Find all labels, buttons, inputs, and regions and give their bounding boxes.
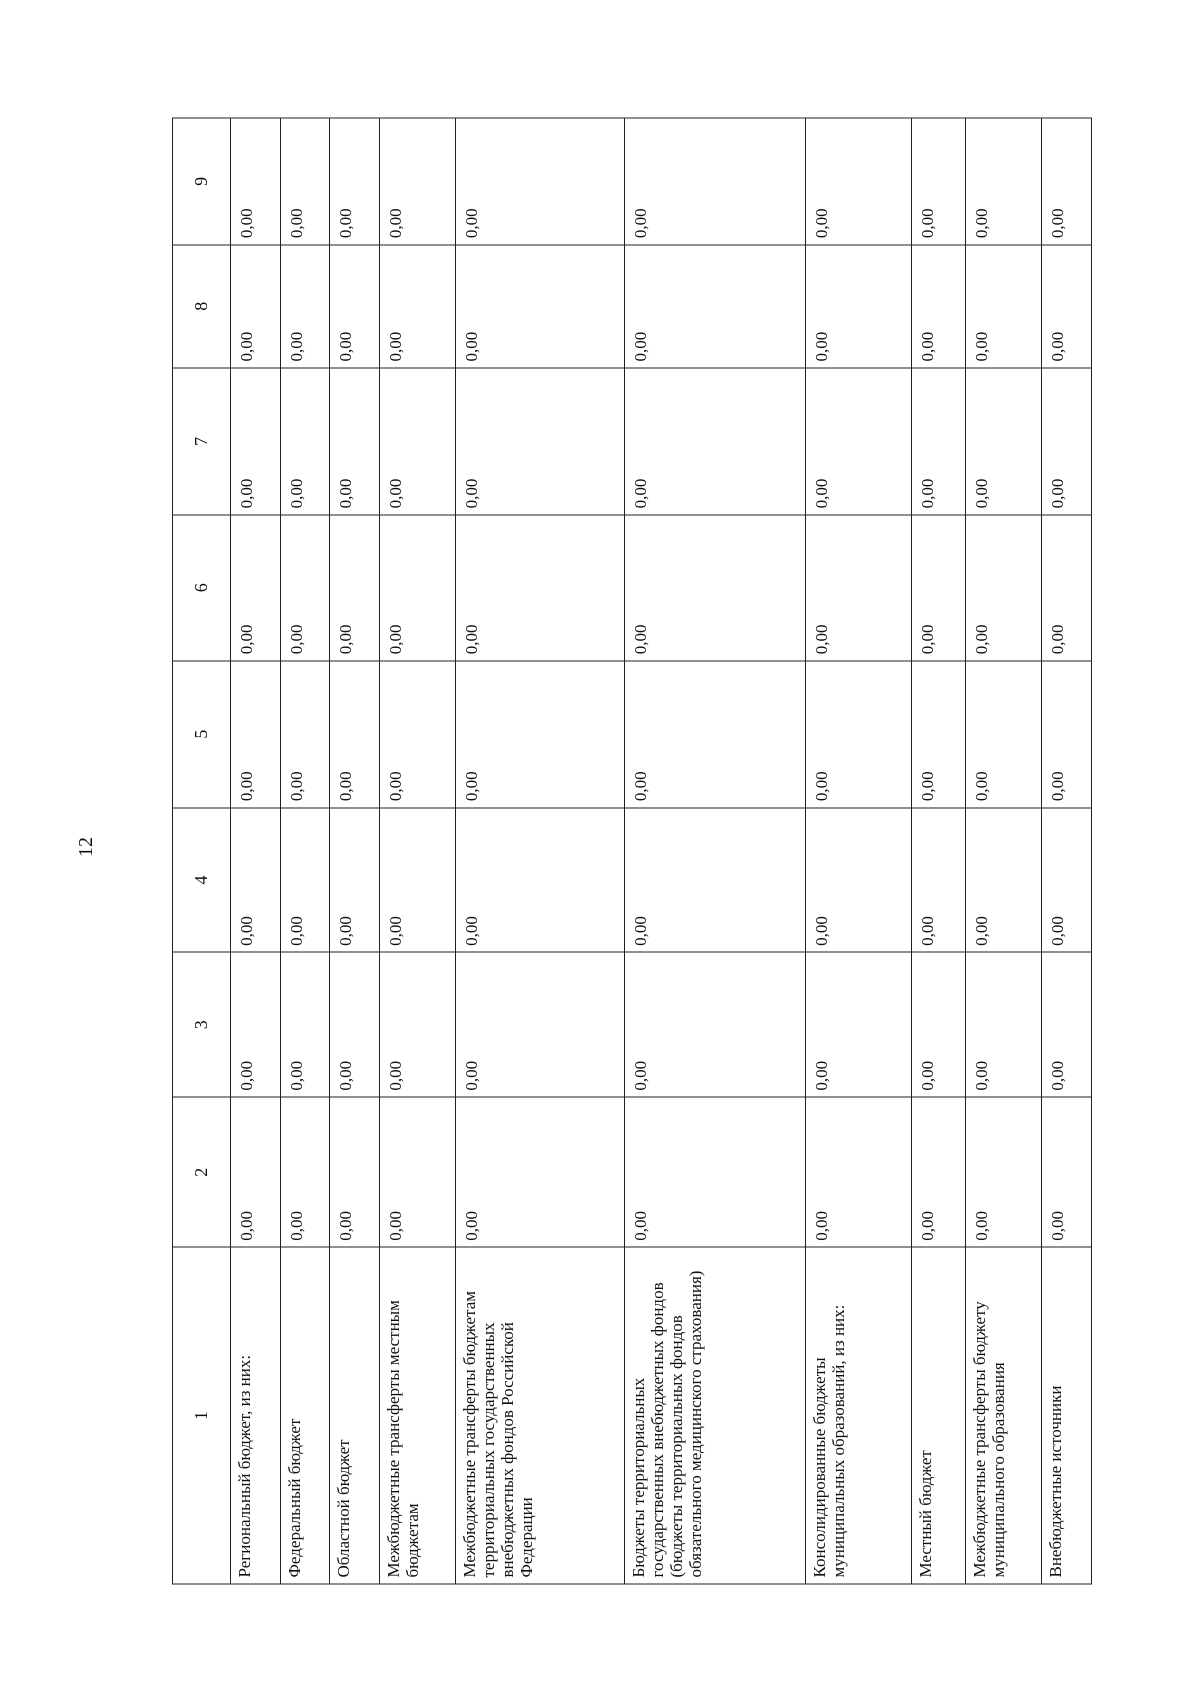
table-cell: 0,00 [965,244,1042,367]
table-cell: 0,00 [965,1097,1042,1247]
table-cell: 0,00 [1042,118,1092,245]
table-cell: 0,00 [379,1097,456,1247]
table-cell: 0,00 [965,660,1042,807]
row-label: Консолидированные бюджеты муниципальных образований, из них: [805,1247,911,1584]
row-label: Местный бюджет [911,1247,965,1584]
table-cell: 0,00 [231,1097,281,1247]
table-cell: 0,00 [231,514,281,660]
table-cell: 0,00 [625,118,805,245]
table-cell: 0,00 [1042,1097,1092,1247]
table-cell: 0,00 [280,1097,330,1247]
column-header: 2 [173,1097,231,1247]
table-cell: 0,00 [280,660,330,807]
row-label: Федеральный бюджет [280,1247,330,1584]
table-row [1042,118,1092,1584]
table-cell: 0,00 [805,367,911,514]
column-header: 9 [173,118,231,245]
table-cell: 0,00 [280,952,330,1097]
page-number: 12 [75,837,97,857]
table-cell: 0,00 [280,807,330,952]
table-cell: 0,00 [965,367,1042,514]
table-cell: 0,00 [625,367,805,514]
table-cell: 0,00 [379,367,456,514]
table-cell: 0,00 [330,118,380,245]
table-cell: 0,00 [280,118,330,245]
table-cell: 0,00 [911,952,965,1097]
table-cell: 0,00 [379,514,456,660]
row-label: Внебюджетные источники [1042,1247,1092,1584]
table-cell: 0,00 [625,660,805,807]
column-header: 1 [173,1247,231,1584]
table-cell: 0,00 [330,1097,380,1247]
header-row [173,118,231,1584]
table-cell: 0,00 [625,807,805,952]
table-row [805,118,911,1584]
table-cell: 0,00 [379,952,456,1097]
table-cell: 0,00 [965,118,1042,245]
table-row [911,118,965,1584]
table-cell: 0,00 [1042,514,1092,660]
table-cell: 0,00 [231,807,281,952]
column-header: 4 [173,807,231,952]
table-cell: 0,00 [1042,660,1092,807]
table-cell: 0,00 [1042,367,1092,514]
table-cell: 0,00 [379,807,456,952]
table-row [379,118,456,1584]
row-label: Региональный бюджет, из них: [231,1247,281,1584]
column-header: 7 [173,367,231,514]
column-header: 8 [173,244,231,367]
table-row [330,118,380,1584]
column-header: 6 [173,514,231,660]
table-cell: 0,00 [330,660,380,807]
table-body [231,118,1092,1584]
table-cell: 0,00 [805,660,911,807]
budget-table [172,117,1092,1584]
table-cell: 0,00 [1042,952,1092,1097]
table-cell: 0,00 [625,514,805,660]
table-row [625,118,805,1584]
table-cell: 0,00 [625,952,805,1097]
table-cell: 0,00 [231,952,281,1097]
table-cell: 0,00 [280,367,330,514]
table-cell: 0,00 [330,244,380,367]
table-cell: 0,00 [1042,244,1092,367]
table-cell: 0,00 [805,244,911,367]
table-cell: 0,00 [231,118,281,245]
table-cell: 0,00 [456,952,625,1097]
table-cell: 0,00 [625,1097,805,1247]
table-cell: 0,00 [456,367,625,514]
table-cell: 0,00 [911,118,965,245]
table-cell: 0,00 [805,952,911,1097]
table-cell: 0,00 [805,514,911,660]
table-cell: 0,00 [456,244,625,367]
table-cell: 0,00 [231,660,281,807]
column-header: 5 [173,660,231,807]
table-cell: 0,00 [625,244,805,367]
table-cell: 0,00 [1042,807,1092,952]
table-cell: 0,00 [805,118,911,245]
table-cell: 0,00 [911,1097,965,1247]
table-cell: 0,00 [330,367,380,514]
table-cell: 0,00 [330,952,380,1097]
table-cell: 0,00 [379,244,456,367]
table-cell: 0,00 [231,244,281,367]
table-cell: 0,00 [280,244,330,367]
table-cell: 0,00 [231,367,281,514]
table-row [456,118,625,1584]
table-row [965,118,1042,1584]
table-cell: 0,00 [456,514,625,660]
table-cell: 0,00 [805,807,911,952]
table-cell: 0,00 [911,807,965,952]
row-label: Межбюджетные трансферты местным бюджетам [379,1247,456,1584]
table-cell: 0,00 [379,660,456,807]
table-cell: 0,00 [456,118,625,245]
row-label: Межбюджетные трансферты бюджетам территориальных государственных внебюджетных фондов Российской Федерации [456,1247,625,1584]
table-container [172,117,1092,1584]
table-cell: 0,00 [911,660,965,807]
table-cell: 0,00 [911,514,965,660]
column-header: 3 [173,952,231,1097]
table-cell: 0,00 [965,514,1042,660]
table-cell: 0,00 [456,807,625,952]
table-row [280,118,330,1584]
table-cell: 0,00 [379,118,456,245]
table-cell: 0,00 [456,1097,625,1247]
table-cell: 0,00 [456,660,625,807]
table-cell: 0,00 [965,952,1042,1097]
table-cell: 0,00 [280,514,330,660]
table-cell: 0,00 [330,807,380,952]
table-cell: 0,00 [911,367,965,514]
row-label: Областной бюджет [330,1247,380,1584]
row-label: Межбюджетные трансферты бюджету муниципального образования [965,1247,1042,1584]
table-row [231,118,281,1584]
row-label: Бюджеты территориальных государственных внебюджетных фондов (бюджеты территориальных фондов обязательного медицинского страхования) [625,1247,805,1584]
table-cell: 0,00 [965,807,1042,952]
table-cell: 0,00 [330,514,380,660]
table-cell: 0,00 [911,244,965,367]
table-cell: 0,00 [805,1097,911,1247]
